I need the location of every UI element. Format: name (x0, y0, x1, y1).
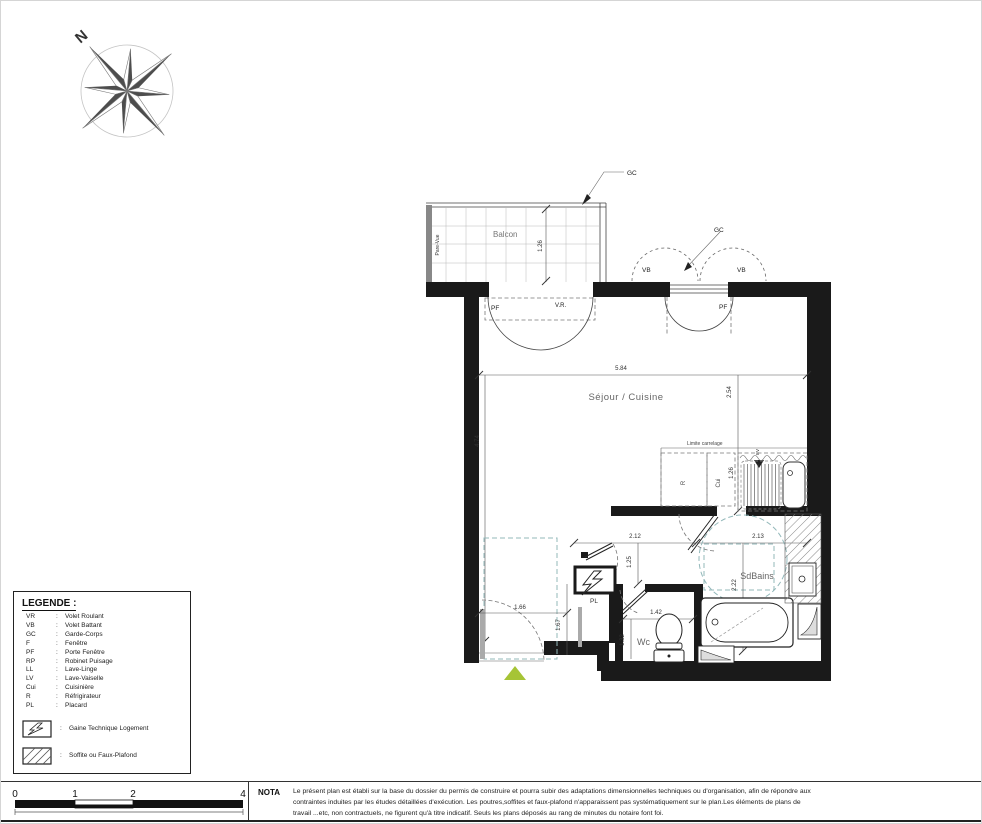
pf-right-label: PF (719, 304, 728, 311)
scale-4: 4 (240, 789, 246, 800)
ev-label: EV (755, 448, 760, 456)
dim-222: 2.22 (732, 579, 738, 591)
pare-vue-screen (426, 205, 432, 282)
entry (475, 538, 571, 680)
bathroom-door (679, 514, 718, 553)
legend-row-pl: PL : Placard (26, 702, 88, 710)
gc-balcony-label: GC (627, 170, 637, 177)
gc-window-label: GC (714, 227, 724, 234)
legend-row-vr: VR : Volet Roulant (26, 613, 104, 620)
nota-text (293, 787, 838, 819)
gtl-symbol-icon (22, 720, 52, 738)
dim-166: 1.66 (514, 605, 526, 611)
entry-door-leaf (480, 609, 485, 659)
kitchen (661, 441, 807, 511)
north-label: N (72, 26, 92, 47)
dim-212: 2.12 (629, 534, 641, 540)
vb-left-label: VB (642, 267, 651, 274)
dim-125: 1.25 (627, 556, 633, 568)
soffite-corner-symbol (698, 646, 734, 663)
legend-row-f: F : Fenêtre (26, 639, 88, 647)
scale-2: 2 (130, 789, 136, 800)
balcony (426, 170, 637, 285)
legend-row-r: R : Réfrigirateur (26, 693, 101, 701)
legend-row-lv: LV : Lave-Vaiselle (26, 675, 104, 683)
nota-line: travail ...etc, non contractuels, ne figurent qu'à titre indicatif. Seuls les plans déposés au rang de minutes du notaire font foi. (293, 809, 664, 817)
legend-box (13, 591, 191, 774)
bathroom-label: SdBains (740, 571, 774, 581)
closet-label: PL (590, 598, 598, 605)
vb-right-label: VB (737, 267, 746, 274)
balcony-grid (432, 207, 600, 282)
legend-row-rp: RP : Robinet Puisage (26, 657, 113, 665)
compass-star (45, 9, 208, 172)
entry-arrow-icon (504, 666, 526, 680)
pf-left-label: PF (491, 305, 500, 312)
dim-474: 4.74 (475, 435, 481, 447)
legend-symbol-gtl: : Gaine Technique Logement (14, 720, 190, 738)
kitchen-sink-unit (738, 453, 807, 511)
dim-167: 1.67 (556, 619, 562, 631)
pare-vue-label: Pare-Vue (435, 234, 441, 256)
window-vb (632, 227, 766, 335)
legend-row-gc: GC : Garde-Corps (26, 630, 103, 638)
dim-132: 1.32 (620, 634, 626, 646)
fridge-label: R (681, 480, 687, 486)
legend-symbol-soffite: : Soffite ou Faux-Plafond (14, 747, 190, 765)
soffite-corner-symbol (798, 604, 821, 639)
legend-row-vb: VB : Volet Battant (26, 621, 102, 629)
divider-line (1, 820, 982, 822)
dim-584: 5.84 (615, 366, 627, 372)
vr-label: V.R. (555, 303, 567, 309)
washbasin (789, 563, 816, 596)
living-room-label: Séjour / Cuisine (588, 392, 664, 403)
nota-line: Le présent plan est établi sur la base du dossier du permis de construire et pourra subir des adaptations dimensionnelles techniques ou d'organisation, afin de répondre aux (293, 788, 811, 795)
limite-carrelage-label: Limite carrelage (687, 441, 723, 447)
dim-254: 2.54 (727, 386, 733, 398)
kitchen-dim: 1.26 (729, 467, 735, 479)
ceiling-outline (484, 538, 557, 659)
nota-line: contraintes induites par les études détaillées d'exécution. Les poutres,soffites et faux-plafond n'apparaissent pas systématiquement sur le plan.Les éléments de plans de (293, 798, 801, 806)
legend-row-pf: PF : Porte Fenêtre (26, 648, 105, 656)
balcony-dim: 1.26 (538, 240, 544, 252)
dim-213: 2.13 (752, 534, 764, 540)
divider-line (1, 781, 982, 782)
divider-line (248, 781, 249, 822)
wc-label: Wc (637, 637, 650, 647)
legend-title: LEGENDE : (22, 598, 77, 609)
soffite-symbol-icon (22, 747, 52, 765)
dim-142: 1.42 (650, 610, 662, 616)
scale-0: 0 (12, 789, 18, 800)
toilet (654, 614, 684, 662)
cooker-label: Cui (716, 478, 722, 488)
wc-room (619, 589, 697, 662)
legend-row-ll: LL : Lave-Linge (26, 666, 98, 674)
bathtub (701, 598, 793, 647)
legend-row-cui: Cui : Cuisinière (26, 684, 94, 692)
wc-door (620, 589, 648, 614)
balcony-door-pf (485, 297, 595, 350)
scale-1: 1 (72, 789, 78, 800)
balcony-label: Balcon (493, 230, 518, 239)
compass-rose (32, 1, 209, 173)
scale-bar (9, 787, 251, 819)
closet-door (578, 607, 582, 647)
nota-label: NOTA (258, 788, 281, 797)
